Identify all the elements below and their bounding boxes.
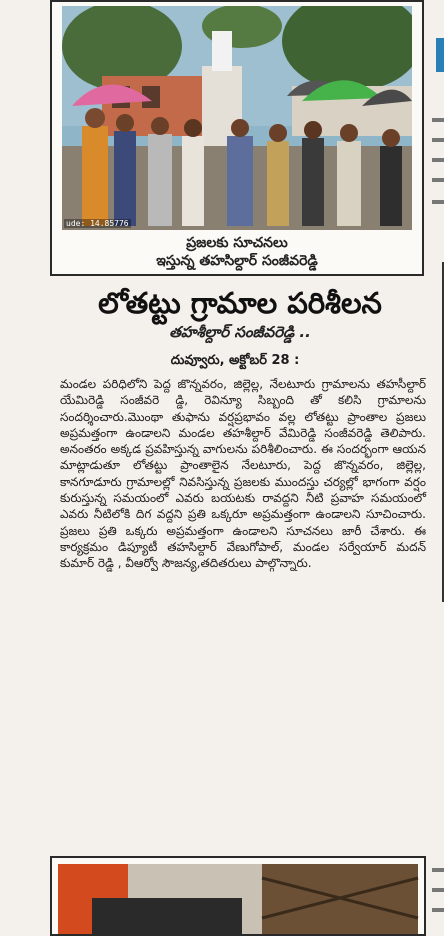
text-fragment <box>432 118 444 122</box>
article-headline: లోతట్టు గ్రామాల పరిశీలన <box>98 286 382 320</box>
photo-frame <box>50 0 424 276</box>
text-fragment <box>432 178 444 182</box>
photo-caption-line1: ప్రజలకు సూచనలు <box>186 235 288 251</box>
text-fragment <box>432 158 444 162</box>
photo-caption-line2: ఇస్తున్న తహసిల్దార్ సంజీవరెడ్డి <box>156 253 318 269</box>
photo-coordinate-overlay: ude: 14.85776 <box>66 219 129 228</box>
accent-tab <box>436 38 444 72</box>
photo-caption <box>52 234 422 270</box>
text-fragment <box>432 888 444 892</box>
adjacent-column-fragment <box>432 0 444 931</box>
second-photo <box>52 858 424 934</box>
article-dateline: దువ్వూరు, అక్టోబర్ 28 : <box>170 353 300 368</box>
text-fragment <box>432 138 444 142</box>
article-body: మండల పరిధిలోని పెద్ద జొన్నవరం, జిల్లెల్ల, నేలటూరు గ్రామాలను తహసీల్దార్ యేమిరెడ్డి సంజీవరె డ్డి, రెవిన్యూ సిబ్బంది తో కలిసి గ్రామాలను సందర్శించారు.మొంథా తుఫాను వర్షప్రభావం వల్ల లోతట్టు ప్రాంతాల ప్రజలు అప్రమత్తంగా ఉండాలని మండల తహశీల్దార్ వేమిరెడ్డి సంజీవరెడ్డి తెలిపారు. అనంతరం అక్కడ ప్రవహిస్తున్న వాగులను పరిశీలించారు. ఈ సందర్భంగా ఆయన మాట్లాడుతూ లోతట్టు ప్రాంతాలైన నేలటూరు, పెద్ద జొన్నవరం, జిల్లెల్ల, కానగూడూరు గ్రామాలల్లో నివసిస్తున్న ప్రజలకు ముందస్తు చర్యల్లో భాగంగా వర్షం కురుస్తున్న సమయంలో ఎవరు బయటకు రావద్దని నీటి ప్రవాహ సమయంలో ఎవరు నీటిలోకి దిగ వద్దని ప్రతి ఒక్కరూ అప్రమత్తంగా ఉండాలని సూచించారు. ప్రజలు ప్రతి ఒక్కరు అప్రమత్తంగా ఉండాలని సూచనలు జారీ చేశారు. ఈ కార్యక్రమం డిప్యూటీ తహసిల్దార్ వేణుగోపాల్, మండల సర్వేయార్ మదన్ కుమార్ రెడ్డి , వీఆర్వో సౌజన్య,తదితరులు పాల్గొన్నారు. <box>60 377 426 571</box>
text-fragment <box>432 908 444 912</box>
text-fragment <box>432 200 444 204</box>
text-fragment <box>432 868 444 872</box>
second-photo-frame <box>50 856 426 936</box>
news-photo-illustration <box>62 6 412 230</box>
news-photo <box>62 6 412 230</box>
article-subhead: తహశీల్దార్ సంజీవరెడ్డి .. <box>169 323 311 341</box>
